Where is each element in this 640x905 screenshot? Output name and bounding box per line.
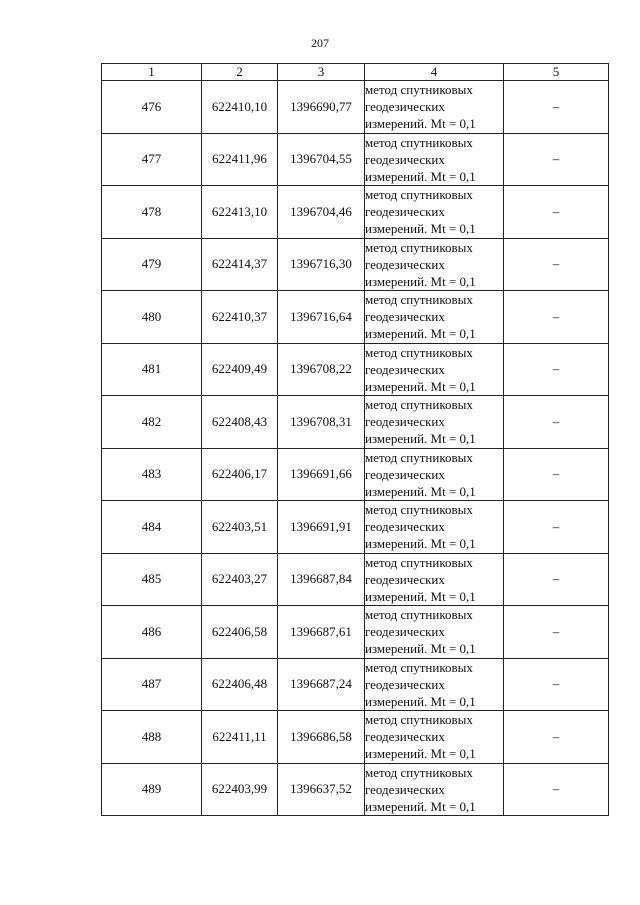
note-cell: –	[504, 133, 609, 186]
note-cell: –	[504, 186, 609, 239]
method-line: геодезических	[365, 624, 445, 640]
note-cell: –	[504, 501, 609, 554]
method-line: измерений. Mt = 0,1	[365, 168, 476, 184]
table-row	[102, 606, 609, 659]
point-number-cell: 485	[102, 553, 202, 606]
method-cell	[365, 186, 504, 239]
x-coordinate-cell: 622406,17	[202, 448, 278, 501]
note-cell: –	[504, 711, 609, 764]
table-row	[102, 553, 609, 606]
table-row	[102, 711, 609, 764]
method-line: геодезических	[365, 309, 445, 325]
method-line: метод спутниковых	[365, 764, 473, 780]
table-row	[102, 396, 609, 449]
note-cell: –	[504, 553, 609, 606]
y-coordinate-cell: 1396708,31	[278, 396, 365, 449]
header-col-3: 3	[278, 64, 365, 81]
x-coordinate-cell: 622409,49	[202, 343, 278, 396]
point-number-cell: 486	[102, 606, 202, 659]
method-line: метод спутниковых	[365, 397, 473, 413]
x-coordinate-cell: 622406,58	[202, 606, 278, 659]
method-line: измерений. Mt = 0,1	[365, 326, 476, 342]
point-number-cell: 479	[102, 238, 202, 291]
header-col-2: 2	[202, 64, 278, 81]
method-cell	[365, 448, 504, 501]
note-cell: –	[504, 291, 609, 344]
y-coordinate-cell: 1396687,24	[278, 658, 365, 711]
y-coordinate-cell: 1396704,46	[278, 186, 365, 239]
method-cell	[365, 763, 504, 816]
method-line: геодезических	[365, 256, 445, 272]
method-line: геодезических	[365, 781, 445, 797]
method-line: геодезических	[365, 151, 445, 167]
point-number-cell: 478	[102, 186, 202, 239]
note-cell: –	[504, 343, 609, 396]
table-header	[102, 64, 609, 81]
method-line: геодезических	[365, 99, 445, 115]
method-cell	[365, 291, 504, 344]
method-line: измерений. Mt = 0,1	[365, 588, 476, 604]
method-line: геодезических	[365, 414, 445, 430]
method-cell	[365, 238, 504, 291]
y-coordinate-cell: 1396686,58	[278, 711, 365, 764]
note-cell: –	[504, 606, 609, 659]
y-coordinate-cell: 1396687,61	[278, 606, 365, 659]
point-number-cell: 488	[102, 711, 202, 764]
header-col-4: 4	[365, 64, 504, 81]
method-line: метод спутниковых	[365, 82, 473, 98]
table-row	[102, 186, 609, 239]
x-coordinate-cell: 622403,27	[202, 553, 278, 606]
y-coordinate-cell: 1396687,84	[278, 553, 365, 606]
method-line: метод спутниковых	[365, 607, 473, 623]
method-line: измерений. Mt = 0,1	[365, 798, 476, 814]
method-line: геодезических	[365, 571, 445, 587]
method-line: метод спутниковых	[365, 292, 473, 308]
y-coordinate-cell: 1396704,55	[278, 133, 365, 186]
x-coordinate-cell: 622411,11	[202, 711, 278, 764]
method-cell	[365, 606, 504, 659]
point-number-cell: 477	[102, 133, 202, 186]
point-number-cell: 483	[102, 448, 202, 501]
table-row	[102, 448, 609, 501]
table-row	[102, 501, 609, 554]
point-number-cell: 484	[102, 501, 202, 554]
method-line: метод спутниковых	[365, 344, 473, 360]
method-cell	[365, 396, 504, 449]
method-line: измерений. Mt = 0,1	[365, 483, 476, 499]
point-number-cell: 480	[102, 291, 202, 344]
method-line: измерений. Mt = 0,1	[365, 746, 476, 762]
method-line: геодезических	[365, 204, 445, 220]
header-col-1: 1	[102, 64, 202, 81]
note-cell: –	[504, 763, 609, 816]
header-col-5: 5	[504, 64, 609, 81]
method-cell	[365, 711, 504, 764]
method-line: измерений. Mt = 0,1	[365, 641, 476, 657]
method-line: метод спутниковых	[365, 239, 473, 255]
coordinates-table	[101, 63, 609, 816]
method-line: метод спутниковых	[365, 187, 473, 203]
x-coordinate-cell: 622406,48	[202, 658, 278, 711]
method-line: измерений. Mt = 0,1	[365, 693, 476, 709]
method-line: метод спутниковых	[365, 449, 473, 465]
method-line: измерений. Mt = 0,1	[365, 431, 476, 447]
point-number-cell: 489	[102, 763, 202, 816]
note-cell: –	[504, 658, 609, 711]
x-coordinate-cell: 622410,37	[202, 291, 278, 344]
note-cell: –	[504, 448, 609, 501]
method-line: метод спутниковых	[365, 134, 473, 150]
method-cell	[365, 553, 504, 606]
method-line: геодезических	[365, 729, 445, 745]
y-coordinate-cell: 1396637,52	[278, 763, 365, 816]
page-number: 207	[311, 36, 329, 50]
method-line: метод спутниковых	[365, 554, 473, 570]
y-coordinate-cell: 1396716,30	[278, 238, 365, 291]
table-row	[102, 238, 609, 291]
method-line: геодезических	[365, 466, 445, 482]
method-cell	[365, 343, 504, 396]
method-line: измерений. Mt = 0,1	[365, 221, 476, 237]
y-coordinate-cell: 1396690,77	[278, 81, 365, 134]
point-number-cell: 481	[102, 343, 202, 396]
note-cell: –	[504, 396, 609, 449]
table-row	[102, 343, 609, 396]
method-cell	[365, 501, 504, 554]
y-coordinate-cell: 1396691,66	[278, 448, 365, 501]
note-cell: –	[504, 238, 609, 291]
method-cell	[365, 133, 504, 186]
method-line: геодезических	[365, 676, 445, 692]
point-number-cell: 476	[102, 81, 202, 134]
y-coordinate-cell: 1396708,22	[278, 343, 365, 396]
table-row	[102, 763, 609, 816]
method-line: геодезических	[365, 519, 445, 535]
y-coordinate-cell: 1396691,91	[278, 501, 365, 554]
table-row	[102, 658, 609, 711]
point-number-cell: 487	[102, 658, 202, 711]
method-line: геодезических	[365, 361, 445, 377]
point-number-cell: 482	[102, 396, 202, 449]
x-coordinate-cell: 622413,10	[202, 186, 278, 239]
method-line: измерений. Mt = 0,1	[365, 116, 476, 132]
method-line: измерений. Mt = 0,1	[365, 536, 476, 552]
x-coordinate-cell: 622403,99	[202, 763, 278, 816]
method-line: метод спутниковых	[365, 712, 473, 728]
method-line: измерений. Mt = 0,1	[365, 378, 476, 394]
table-body	[102, 81, 609, 816]
table-row	[102, 291, 609, 344]
table-row	[102, 81, 609, 134]
table-row	[102, 133, 609, 186]
y-coordinate-cell: 1396716,64	[278, 291, 365, 344]
header-row	[102, 64, 609, 81]
method-line: измерений. Mt = 0,1	[365, 273, 476, 289]
x-coordinate-cell: 622410,10	[202, 81, 278, 134]
method-line: метод спутниковых	[365, 659, 473, 675]
x-coordinate-cell: 622411,96	[202, 133, 278, 186]
x-coordinate-cell: 622414,37	[202, 238, 278, 291]
method-cell	[365, 658, 504, 711]
method-line: метод спутниковых	[365, 502, 473, 518]
method-cell	[365, 81, 504, 134]
x-coordinate-cell: 622408,43	[202, 396, 278, 449]
x-coordinate-cell: 622403,51	[202, 501, 278, 554]
note-cell: –	[504, 81, 609, 134]
